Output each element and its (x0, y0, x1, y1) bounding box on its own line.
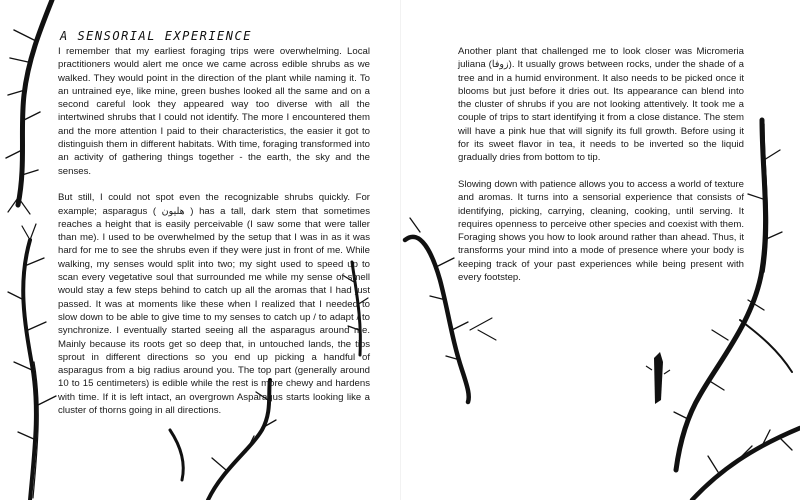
left-column (58, 45, 370, 431)
right-column (458, 45, 744, 298)
asparagus-stem-illustration (8, 224, 56, 500)
asparagus-stem-illustration (692, 428, 800, 500)
paragraph: But still, I could not spot even the recognizable shrubs quickly. For example; asparagus ( هليون ) has a tall, dark stem that sometimes reaches a height that is easily perceivable (I saw some that were taller than me). I used to be overwhelmed by the setup that I was in as it was hard for me to see the shrubs even if they were just in front of me. While walking, my senses would split into two; my sight used to speed up to scan every vegetative soul that surrounded me while my sense of smell would stay a few steps behind to catch up all the aromas that I had just passed. It was at moments like these when I realized that I needed to slow down to be able to give time to my senses to catch up / to adapt / to synchronize. I eventually started seeing all the asparagus around me. Mainly because its roots get so deep that, in untouched lands, the tips sprout in different directions so you end up picking a handful of asparagus from a big radius around you. The top part (generally around 10 to 15 centimeters) is edible while the rest is more chewy and hardens with time. If it is left intact, an overgrown Asparagus starts looking like a cluster of thorns going in all directions. (58, 192, 370, 417)
paragraph: I remember that my earliest foraging trips were overwhelming. Local practitioners would alert me once we came across edible shrubs as we walked. They would point in the direction of the plant while naming it. To an untrained eye, like mine, green bushes looked all the same and on a second careful look they appeared way too diverse with all the intertwined shrubs that I could not identify. The more I encountered them and the more attention I paid to their characteristics, the easier it got to distinguish them in different habitats. With time, foraging transformed into an activity of gathering things together - the earth, the sky and the senses. (58, 46, 370, 177)
asparagus-tip-illustration (646, 352, 670, 404)
paragraph: Another plant that challenged me to look closer was Micromeria juliana (زوفا). It usually grows between rocks, under the shade of a tree and in a humid environment. It also needs to be picked once it blooms but just before it dries out. Its appearance can blend into the cluster of shrubs if you are not looking attentively. It took me a couple of trips to start identifying it from a close distance. The stem will have a pink hue that will signify its full growth. Before using it for its sweet flavor in tea, it needs to be inverted so the liquid gradually dries from bottom to tip. (458, 46, 744, 164)
paragraph: Slowing down with patience allows you to access a world of texture and aromas. It turns into a sensorial experience that consists of identifying, picking, carrying, cleaning, cooking, until serving. It requires openness to perceive other species and coexist with them. Foraging shows you how to look around rather than ahead. Thus, it transforms your mind into a mode of presence where your body is keeping track of your past experiences while being present with every footstep. (458, 178, 744, 284)
page-heading: A SENSORIAL EXPERIENCE (60, 29, 252, 43)
asparagus-stem-illustration (6, 0, 52, 214)
